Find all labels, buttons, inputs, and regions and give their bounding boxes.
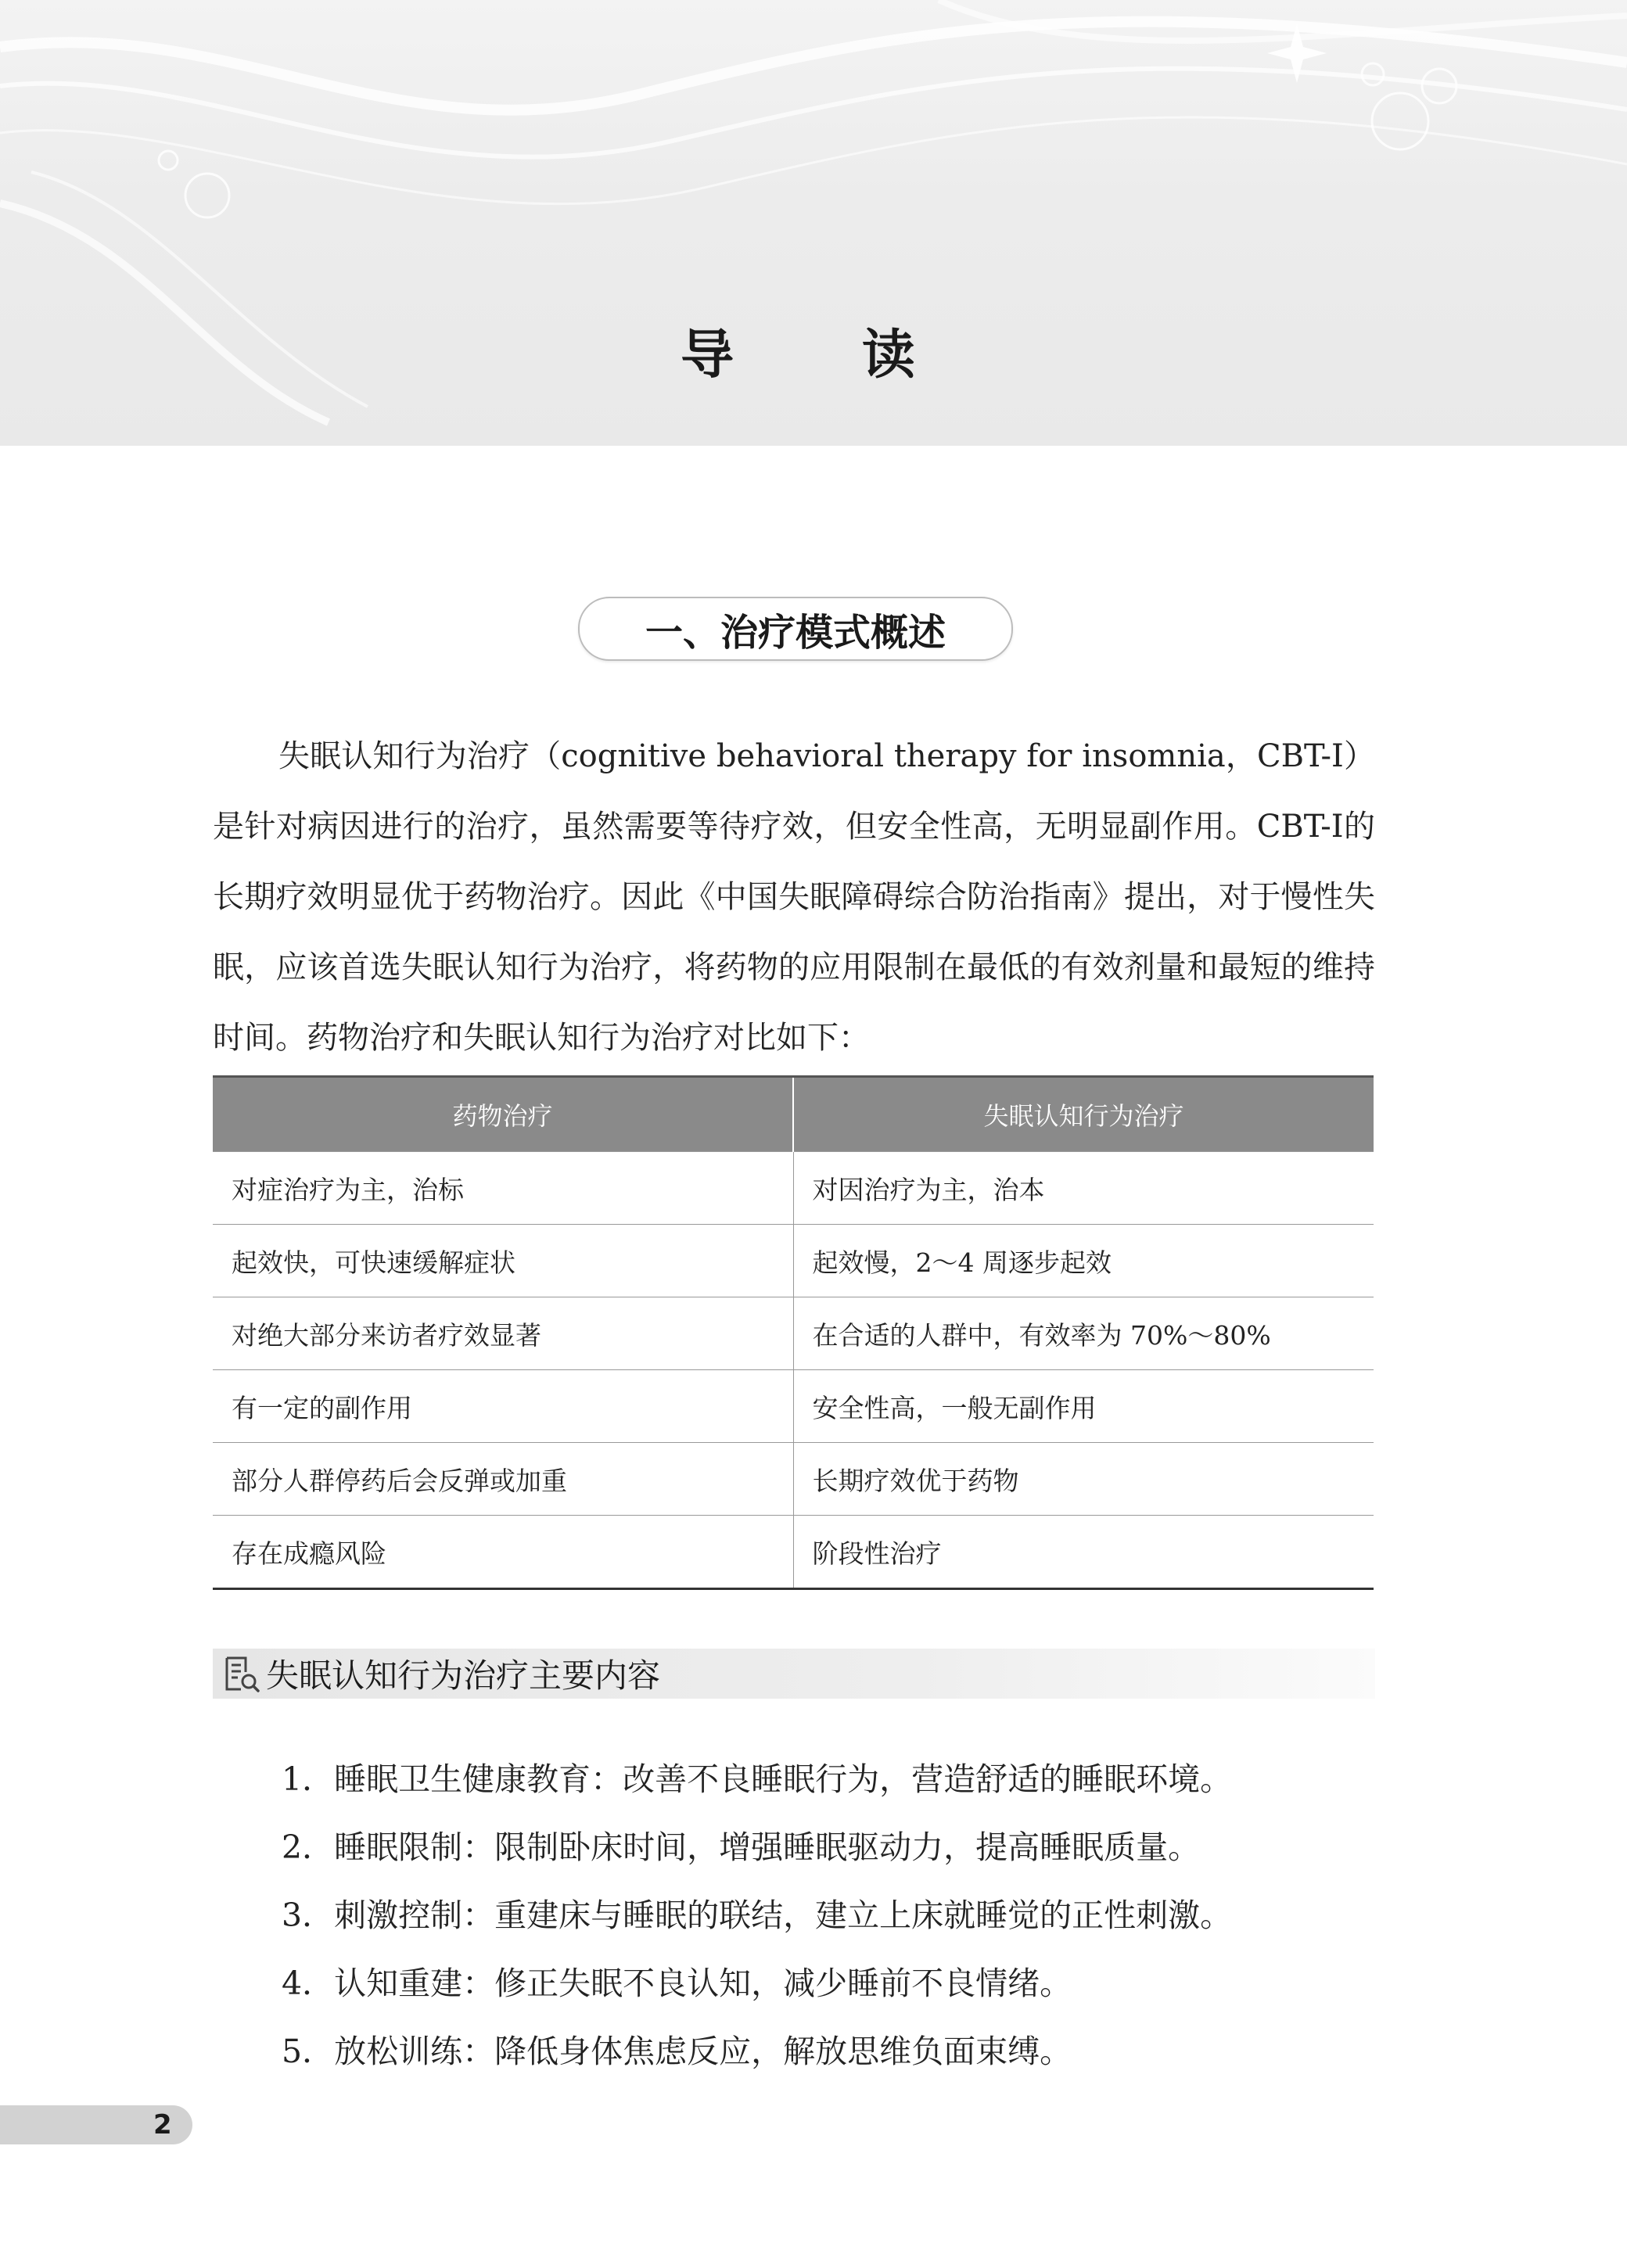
intro-paragraph: 失眠认知行为治疗（cognitive behavioral therapy for insomnia，CBT-I）是针对病因进行的治疗，虽然需要等待疗效，但安全性高，无明显副作用。CBT-I的长期疗效明显优于药物治疗。因此《中国失眠障碍综合防治指南》提出，对于慢性失眠，应该首选失眠认知行为治疗，将药物的应用限制在最低的有效剂量和最短的维持时间。药物治疗和失眠认知行为治疗对比如下： bbox=[213, 738, 1375, 1056]
page-number: 2 bbox=[153, 2109, 172, 2141]
table-cell: 部分人群停药后会反弹或加重 bbox=[213, 1443, 793, 1516]
list-item: 2．睡眠限制：限制卧床时间，增强睡眠驱动力，提高睡眠质量。 bbox=[282, 1828, 1201, 1866]
comparison-table bbox=[213, 1075, 1374, 1590]
table-row bbox=[213, 1152, 1374, 1225]
document-search-icon bbox=[221, 1653, 261, 1694]
table-row bbox=[213, 1370, 1374, 1443]
list-item: 3．刺激控制：重建床与睡眠的联结，建立上床就睡觉的正性刺激。 bbox=[282, 1897, 1233, 1934]
table-cell: 安全性高，一般无副作用 bbox=[793, 1370, 1374, 1443]
table-header-cell: 失眠认知行为治疗 bbox=[793, 1077, 1374, 1152]
page-title: 导 读 bbox=[681, 325, 970, 386]
table-cell: 在合适的人群中，有效率为 70%～80% bbox=[793, 1297, 1374, 1370]
table-cell: 长期疗效优于药物 bbox=[793, 1443, 1374, 1516]
table-header-row bbox=[213, 1077, 1374, 1152]
header-banner bbox=[0, 0, 1627, 446]
table-row bbox=[213, 1225, 1374, 1297]
table-row bbox=[213, 1297, 1374, 1370]
table-row bbox=[213, 1443, 1374, 1516]
list-item: 5．放松训练：降低身体焦虑反应，解放思维负面束缚。 bbox=[282, 2033, 1072, 2070]
table-cell: 有一定的副作用 bbox=[213, 1370, 793, 1443]
list-item: 1．睡眠卫生健康教育：改善不良睡眠行为，营造舒适的睡眠环境。 bbox=[282, 1760, 1233, 1798]
content-list bbox=[282, 1746, 1377, 2086]
table-cell: 起效快，可快速缓解症状 bbox=[213, 1225, 793, 1297]
subsection-title: 失眠认知行为治疗主要内容 bbox=[266, 1656, 661, 1695]
table-row bbox=[213, 1516, 1374, 1589]
list-item: 4．认知重建：修正失眠不良认知，减少睡前不良情绪。 bbox=[282, 1965, 1072, 2002]
table-cell: 起效慢，2～4 周逐步起效 bbox=[793, 1225, 1374, 1297]
table-cell: 对症治疗为主，治标 bbox=[213, 1152, 793, 1225]
subsection-header bbox=[213, 1649, 1375, 1699]
table-cell: 阶段性治疗 bbox=[793, 1516, 1374, 1589]
section-heading: 一、治疗模式概述 bbox=[578, 597, 1013, 661]
table-cell: 对因治疗为主，治本 bbox=[793, 1152, 1374, 1225]
table-header-cell: 药物治疗 bbox=[213, 1077, 793, 1152]
table-cell: 存在成瘾风险 bbox=[213, 1516, 793, 1589]
table-cell: 对绝大部分来访者疗效显著 bbox=[213, 1297, 793, 1370]
